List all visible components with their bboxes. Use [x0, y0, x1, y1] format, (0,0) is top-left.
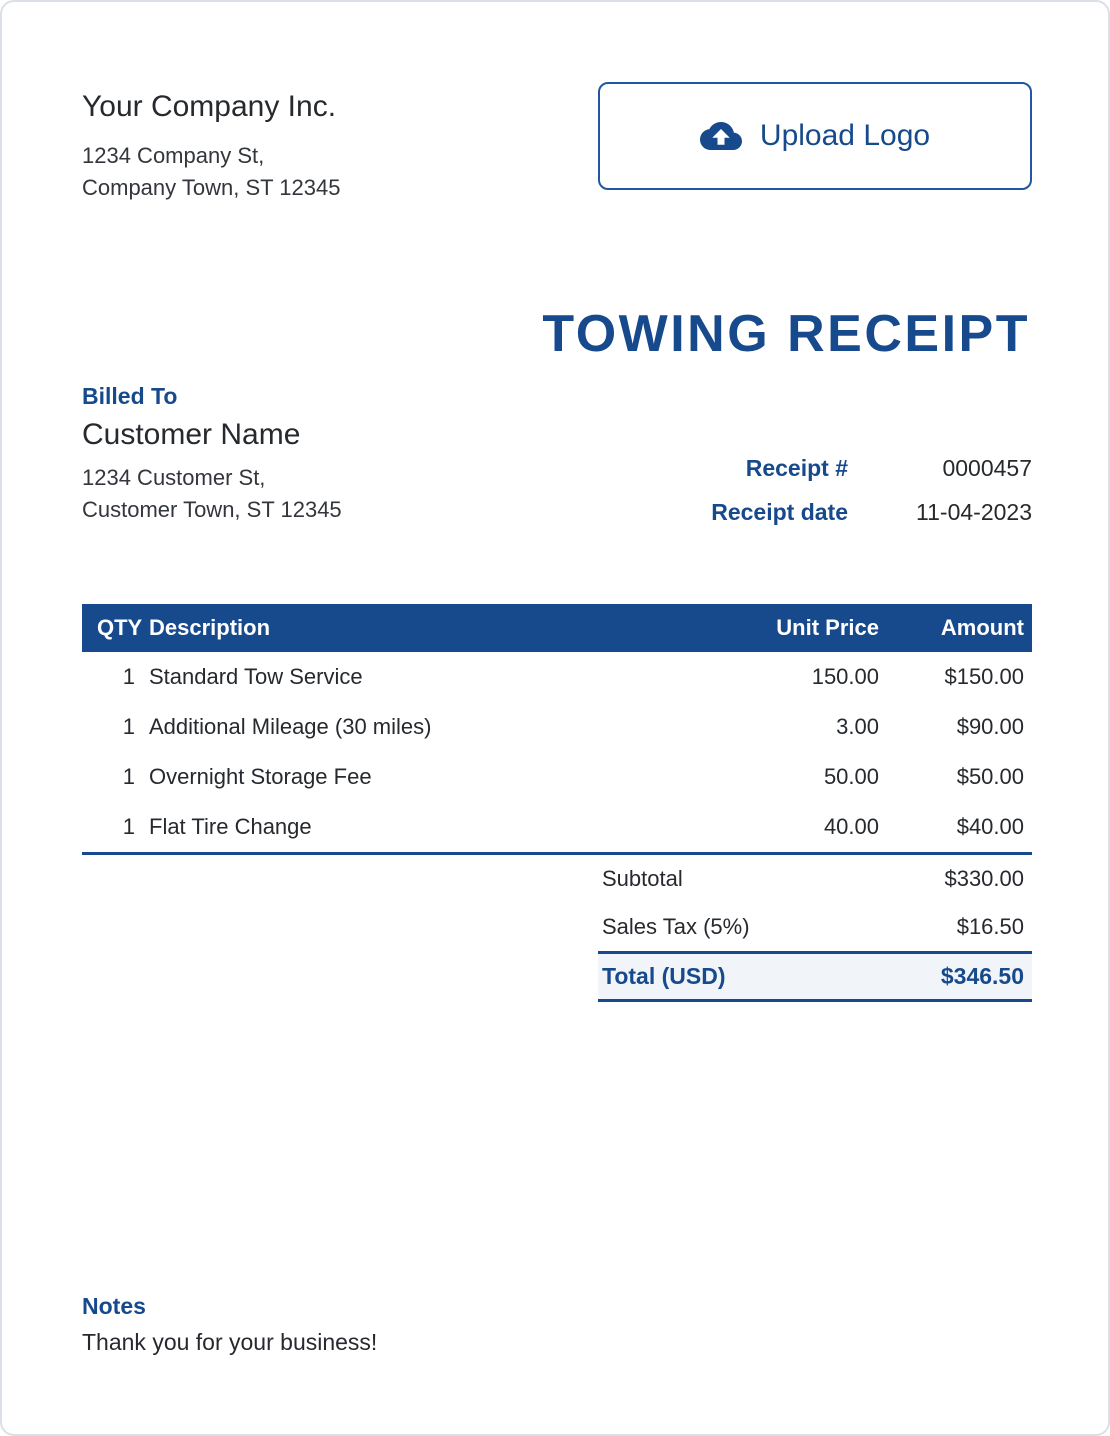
item-unit-price: 50.00 [823, 764, 879, 789]
receipt-number-label: Receipt # [745, 454, 848, 481]
subtotal-value: $330.00 [944, 866, 1024, 891]
table-row [82, 802, 1032, 852]
total-value: $346.50 [940, 963, 1024, 989]
company-name: Your Company Inc. [82, 90, 337, 123]
receipt-date-value: 11-04-2023 [916, 498, 1032, 525]
customer-address-line1: 1234 Customer St, [82, 465, 266, 490]
customer-name: Customer Name [82, 418, 301, 451]
sales-tax-value: $16.50 [956, 914, 1024, 939]
customer-address [82, 462, 342, 526]
table-header-row [82, 604, 1032, 652]
table-row [82, 652, 1032, 702]
upload-logo-label: Upload Logo [759, 119, 931, 152]
item-amount: $40.00 [956, 814, 1024, 839]
total-label: Total (USD) [602, 963, 726, 989]
cloud-upload-icon [700, 122, 742, 150]
billed-to-label: Billed To [82, 383, 178, 409]
receipt-number-row [598, 446, 1032, 490]
header-unit-price: Unit Price [776, 615, 879, 640]
receipt-date-row [598, 490, 1032, 534]
item-qty: 1 [122, 764, 135, 789]
receipt-date-label: Receipt date [711, 498, 848, 525]
receipt-number-value: 0000457 [942, 454, 1032, 481]
receipt-meta [598, 446, 1032, 534]
item-amount: $90.00 [956, 714, 1024, 739]
item-amount: $150.00 [944, 664, 1024, 689]
upload-logo-button[interactable] [598, 82, 1032, 190]
item-qty: 1 [122, 714, 135, 739]
subtotal-label: Subtotal [602, 866, 683, 891]
company-address-line1: 1234 Company St, [82, 143, 265, 168]
item-amount: $50.00 [956, 764, 1024, 789]
item-description: Standard Tow Service [149, 664, 363, 689]
page-title: TOWING RECEIPT [542, 305, 1030, 363]
sales-tax-row [598, 903, 1032, 951]
item-description: Additional Mileage (30 miles) [149, 714, 432, 739]
item-qty: 1 [122, 814, 135, 839]
customer-address-line2: Customer Town, ST 12345 [82, 497, 342, 522]
item-unit-price: 3.00 [836, 714, 879, 739]
table-row [82, 752, 1032, 802]
item-description: Overnight Storage Fee [149, 764, 372, 789]
notes-text: Thank you for your business! [82, 1329, 378, 1355]
total-row [598, 951, 1032, 1002]
header-qty: QTY [97, 615, 143, 640]
item-unit-price: 150.00 [811, 664, 879, 689]
notes-label: Notes [82, 1293, 146, 1319]
totals-section [598, 855, 1032, 1002]
items-table [82, 604, 1032, 855]
item-description: Flat Tire Change [149, 814, 312, 839]
company-block [82, 90, 340, 204]
company-address-line2: Company Town, ST 12345 [82, 175, 341, 200]
header-description: Description [149, 615, 271, 640]
sales-tax-label: Sales Tax (5%) [602, 914, 750, 939]
item-qty: 1 [122, 664, 135, 689]
header-amount: Amount [940, 615, 1024, 640]
table-row [82, 702, 1032, 752]
subtotal-row [598, 855, 1032, 903]
item-unit-price: 40.00 [823, 814, 879, 839]
